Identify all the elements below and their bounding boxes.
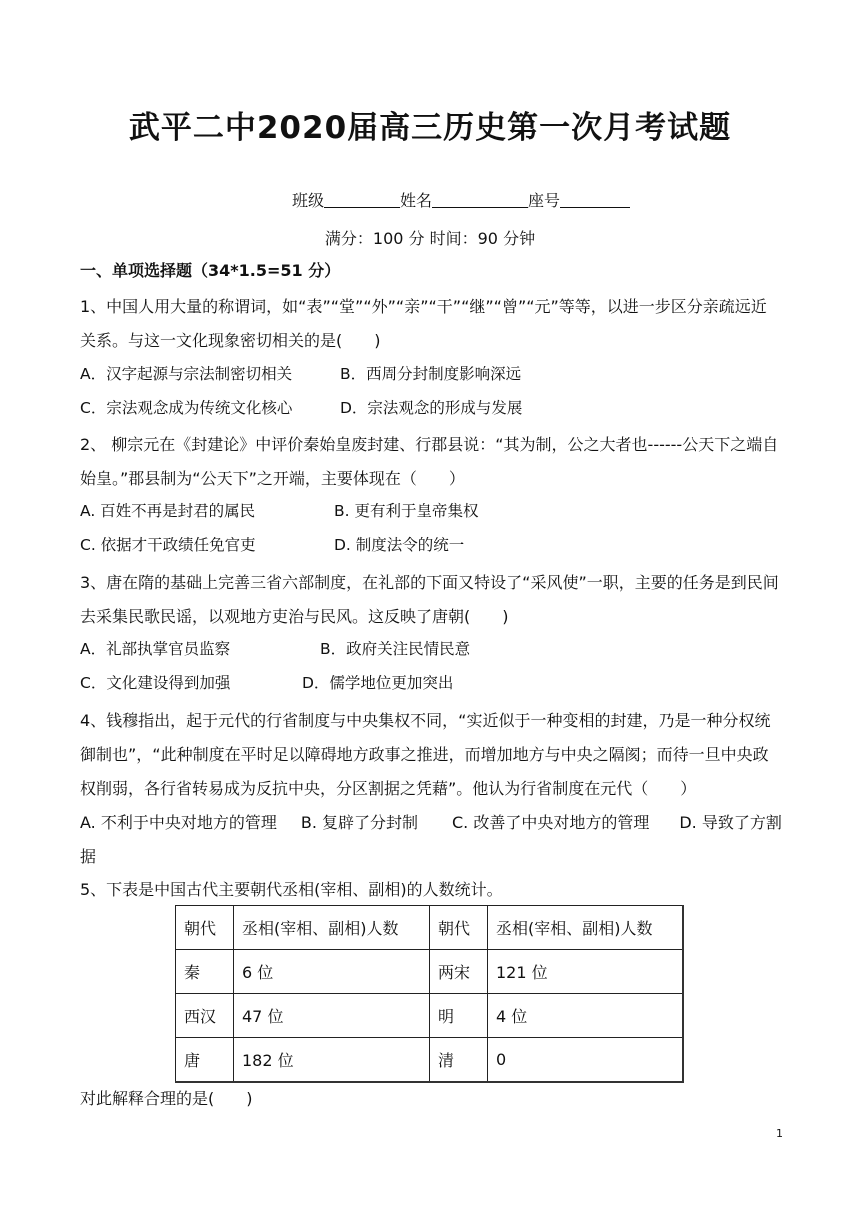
question-4-option-a[interactable]: A. 不利于中央对地方的管理 [80,813,277,832]
question-3-option-a[interactable]: A．礼部执掌官员监察 [80,640,231,658]
question-4-stem: 4、钱穆指出，起于元代的行省制度与中央集权不同，“实近似于一种变相的封建，乃是一种分权统御制也”，“此种制度在平时足以障碍地方政事之推进，而增加地方与中央之隔阂；而待一旦中央政权削弱，各行省转易成为反抗中央，分区割据之凭藉”。他认为行省制度在元代（ ） [80,711,771,798]
table-row [176,994,684,1038]
seat-blank[interactable] [560,189,630,208]
question-1-option-a[interactable]: A．汉字起源与宗法制密切相关 [80,365,293,383]
question-1-option-d[interactable]: D．宗法观念的形成与发展 [340,399,523,417]
table-cell: 4 位 [488,994,684,1038]
question-1-option-c[interactable]: C．宗法观念成为传统文化核心 [80,399,293,417]
chancellor-count-table [175,905,684,1083]
table-row [176,1038,684,1083]
question-4-options [80,806,782,874]
class-blank[interactable] [324,189,400,208]
name-blank[interactable] [432,189,528,208]
question-1-option-b[interactable]: B．西周分封制度影响深远 [340,365,522,383]
page-title: 武平二中2020届高三历史第一次月考试题 [128,110,732,146]
student-info-line [292,188,630,214]
class-label: 班级 [292,191,325,210]
table-header-cell: 朝代 [176,906,234,950]
table-cell: 182 位 [234,1038,430,1083]
table-cell: 121 位 [488,950,684,994]
question-2-stem: 2、 柳宗元在《封建论》中评价秦始皇废封建、行郡县说：“其为制，公之大者也------公天下之端自始皇。”郡县制为“公天下”之开端，主要体现在（ ） [80,435,779,488]
question-3-options-row-1 [80,636,782,662]
question-3-option-b[interactable]: B．政府关注民情民意 [320,640,471,658]
question-4-option-c[interactable]: C. 改善了中央对地方的管理 [452,813,650,832]
question-2-option-c[interactable]: C. 依据才干政绩任免官吏 [80,536,256,554]
question-1-options-row-2 [80,395,782,421]
name-label: 姓名 [400,191,433,210]
score-time-line: 满分：100 分 时间：90 分钟 [324,229,536,248]
table-cell: 0 [488,1038,684,1083]
table-row [176,950,684,994]
table-cell: 两宋 [430,950,488,994]
question-4-option-b[interactable]: B. 复辟了分封制 [300,813,418,832]
question-1-options-row-1 [80,361,782,387]
table-cell: 明 [430,994,488,1038]
question-2-options-row-1 [80,498,782,524]
table-cell: 清 [430,1038,488,1083]
table-header-cell: 朝代 [430,906,488,950]
table-header-row [176,906,684,950]
table-cell: 6 位 [234,950,430,994]
question-3-stem: 3、唐在隋的基础上完善三省六部制度，在礼部的下面又特设了“采风使”一职，主要的任务是到民间去采集民歌民谣，以观地方吏治与民风。这反映了唐朝( ) [80,573,779,626]
table-cell: 唐 [176,1038,234,1083]
question-5-stem: 5、下表是中国古代主要朝代丞相(宰相、副相)的人数统计。 [80,880,503,899]
question-3-option-c[interactable]: C．文化建设得到加强 [80,674,231,692]
question-2-options-row-2 [80,532,782,558]
table-cell: 47 位 [234,994,430,1038]
question-1-stem: 1、中国人用大量的称谓词，如“表”“堂”“外”“亲”“干”“继”“曾”“元”等等，以进一步区分亲疏远近关系。与这一文化现象密切相关的是( ) [80,297,767,350]
question-5-prompt: 对此解释合理的是( ) [80,1089,253,1108]
question-2-option-b[interactable]: B. 更有利于皇帝集权 [334,502,479,520]
table-header-cell: 丞相(宰相、副相)人数 [488,906,684,950]
question-3-options-row-2 [80,670,782,696]
page-number: 1 [776,1127,783,1140]
table-header-cell: 丞相(宰相、副相)人数 [234,906,430,950]
question-2-option-d[interactable]: D. 制度法令的统一 [334,536,465,554]
question-2-option-a[interactable]: A. 百姓不再是封君的属民 [80,502,256,520]
table-cell: 西汉 [176,994,234,1038]
section-heading: 一、单项选择题（34*1.5=51 分） [80,261,341,280]
question-3-option-d[interactable]: D．儒学地位更加突出 [302,674,454,692]
question-4-option-d[interactable]: D. 导致了方割据 [80,813,782,866]
table-cell: 秦 [176,950,234,994]
seat-label: 座号 [528,191,561,210]
